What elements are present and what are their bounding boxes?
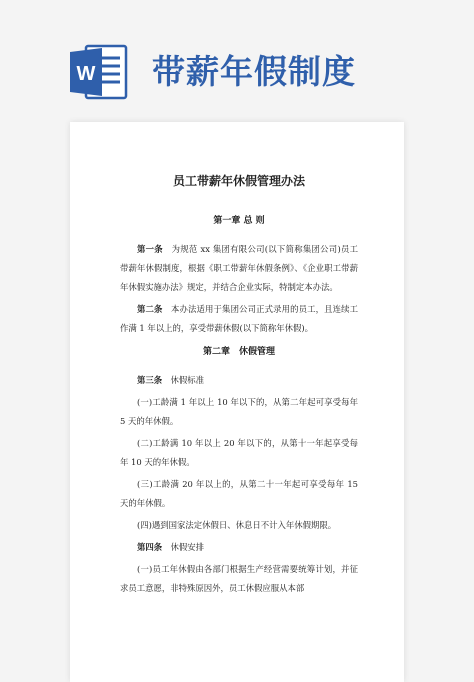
article-1-text: 为规范 xx 集团有限公司(以下简称集团公司)员工带薪年休假制度，根据《职工带薪年休假条例》、《企业职工带薪年休假实施办法》规定，并结合企业实际，特制定本办法。 bbox=[120, 244, 359, 292]
article-2-label: 第二条 bbox=[137, 304, 163, 314]
list-item: (二)工龄满 10 年以上 20 年以下的，从第十一年起享受每年 10 天的年休假。 bbox=[120, 438, 358, 467]
article-1-label: 第一条 bbox=[137, 244, 163, 254]
chapter-heading-2: 第二章 休假管理 bbox=[202, 347, 275, 357]
list-item: (一)员工年休假由各部门根据生产经营需要统筹计划，并征求员工意愿，非特殊原因外，员工休假应服从本部 bbox=[120, 564, 358, 593]
page-title: 带薪年假制度 bbox=[152, 52, 356, 91]
article-3 bbox=[120, 371, 358, 390]
chapter-heading-1: 第一章 总 则 bbox=[213, 216, 265, 226]
list-item: (三)工龄满 20 年以上的，从第二十一年起可享受每年 15 天的年休假。 bbox=[120, 479, 358, 508]
article-2-text: 本办法适用于集团公司正式录用的员工，且连续工作满 1 年以上的，享受带薪休假(以下简称年休假)。 bbox=[120, 304, 359, 333]
article-2 bbox=[120, 300, 358, 338]
article-4 bbox=[120, 538, 358, 557]
word-document-icon bbox=[68, 42, 130, 102]
list-item: (四)遇到国家法定休假日、休息日不计入年休假期限。 bbox=[137, 520, 337, 530]
list-item: (一)工龄满 1 年以上 10 年以下的，从第二年起可享受每年 5 天的年休假。 bbox=[120, 397, 358, 426]
svg-text:W: W bbox=[76, 63, 96, 85]
article-3-label: 第三条 bbox=[137, 375, 163, 385]
article-1 bbox=[120, 240, 358, 297]
page-header bbox=[0, 0, 474, 118]
article-3-text: 休假标准 bbox=[170, 375, 204, 385]
document-body bbox=[120, 160, 358, 601]
document-title: 员工带薪年休假管理办法 bbox=[172, 174, 305, 188]
article-4-text: 休假安排 bbox=[170, 542, 204, 552]
article-4-label: 第四条 bbox=[137, 542, 163, 552]
